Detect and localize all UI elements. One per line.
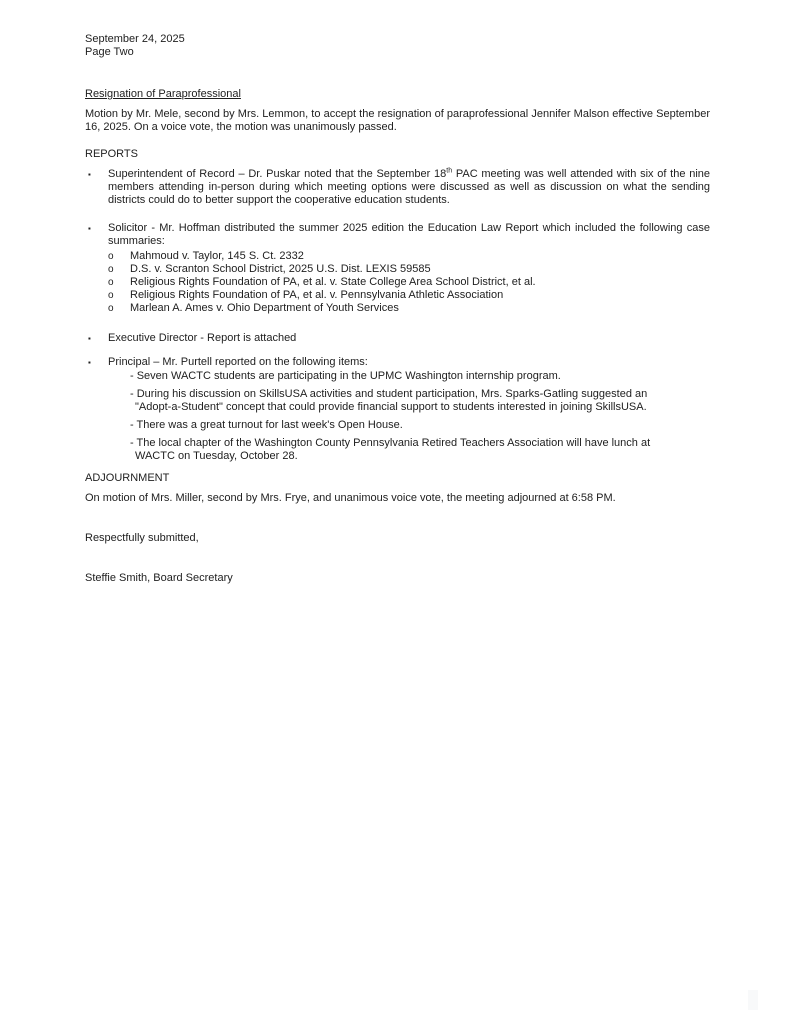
principal-item: [130, 437, 720, 463]
case-summary-item: Mahmoud v. Taylor, 145 S. Ct. 2332: [130, 250, 304, 262]
principal-item-line-continued: WACTC on Tuesday, October 28.: [135, 450, 298, 462]
page-label: Page Two: [85, 46, 134, 58]
ordinal-suffix: th: [446, 167, 453, 175]
circle-bullet-icon: o: [108, 290, 114, 301]
circle-bullet-icon: o: [108, 264, 114, 275]
resignation-heading: Resignation of Paraprofessional: [85, 88, 241, 100]
case-summary-item: Religious Rights Foundation of PA, et al. v. State College Area School District, et al.: [130, 276, 536, 288]
principal-item: [130, 370, 720, 383]
executive-director-report-text: Executive Director - Report is attached: [108, 332, 297, 344]
bullet-icon: ▪: [88, 224, 91, 233]
principal-report-text: Principal – Mr. Purtell reported on the following items:: [108, 356, 368, 368]
closing-salutation: Respectfully submitted,: [85, 532, 199, 544]
principal-item-line: - Seven WACTC students are participating in the UPMC Washington internship program.: [130, 370, 561, 382]
circle-bullet-icon: o: [108, 277, 114, 288]
bullet-icon: ▪: [88, 358, 91, 367]
principal-item-line: - During his discussion on SkillsUSA activities and student participation, Mrs. Sparks-Gatling suggested an: [130, 388, 648, 400]
bullet-icon: ▪: [88, 334, 91, 343]
principal-item: [130, 388, 720, 414]
principal-item-line-continued: "Adopt-a-Student" concept that could provide financial support to students interested in joining SkillsUSA.: [135, 401, 647, 413]
case-summary-item: Religious Rights Foundation of PA, et al. v. Pennsylvania Athletic Association: [130, 289, 504, 301]
principal-item-line: - There was a great turnout for last week's Open House.: [130, 419, 403, 431]
resignation-motion-text: Motion by Mr. Mele, second by Mrs. Lemmon, to accept the resignation of paraprofessional Jennifer Malson effective September 16, 2025. On a voice vote, the motion was unanimously passed.: [85, 108, 710, 133]
adjournment-heading: ADJOURNMENT: [85, 472, 170, 484]
bullet-icon: ▪: [88, 170, 91, 179]
case-summary-item: D.S. v. Scranton School District, 2025 U.S. Dist. LEXIS 59585: [130, 263, 431, 275]
superintendent-text-end: PAC meeting was well attended with six of the nine members attending in-person during which meeting options were discussed as well as discussion on what the sending districts could do to better support the cooperative education students.: [108, 168, 710, 206]
circle-bullet-icon: o: [108, 303, 114, 314]
circle-bullet-icon: o: [108, 251, 114, 262]
case-summary-item: Marlean A. Ames v. Ohio Department of Youth Services: [130, 302, 399, 314]
reports-heading: REPORTS: [85, 148, 138, 160]
signature-line: Steffie Smith, Board Secretary: [85, 572, 233, 584]
superintendent-text-start: Superintendent of Record – Dr. Puskar noted that the September 18: [108, 168, 447, 180]
principal-item: [130, 419, 720, 432]
document-date: September 24, 2025: [85, 33, 185, 45]
principal-item-line: - The local chapter of the Washington County Pennsylvania Retired Teachers Association will have lunch at: [130, 437, 651, 449]
scan-artifact: [748, 990, 758, 1010]
solicitor-report-text: Solicitor - Mr. Hoffman distributed the summer 2025 edition the Education Law Report which included the following case summaries:: [108, 222, 710, 247]
adjournment-text: On motion of Mrs. Miller, second by Mrs. Frye, and unanimous voice vote, the meeting adjourned at 6:58 PM.: [85, 492, 616, 504]
superintendent-report-text: [108, 168, 710, 207]
